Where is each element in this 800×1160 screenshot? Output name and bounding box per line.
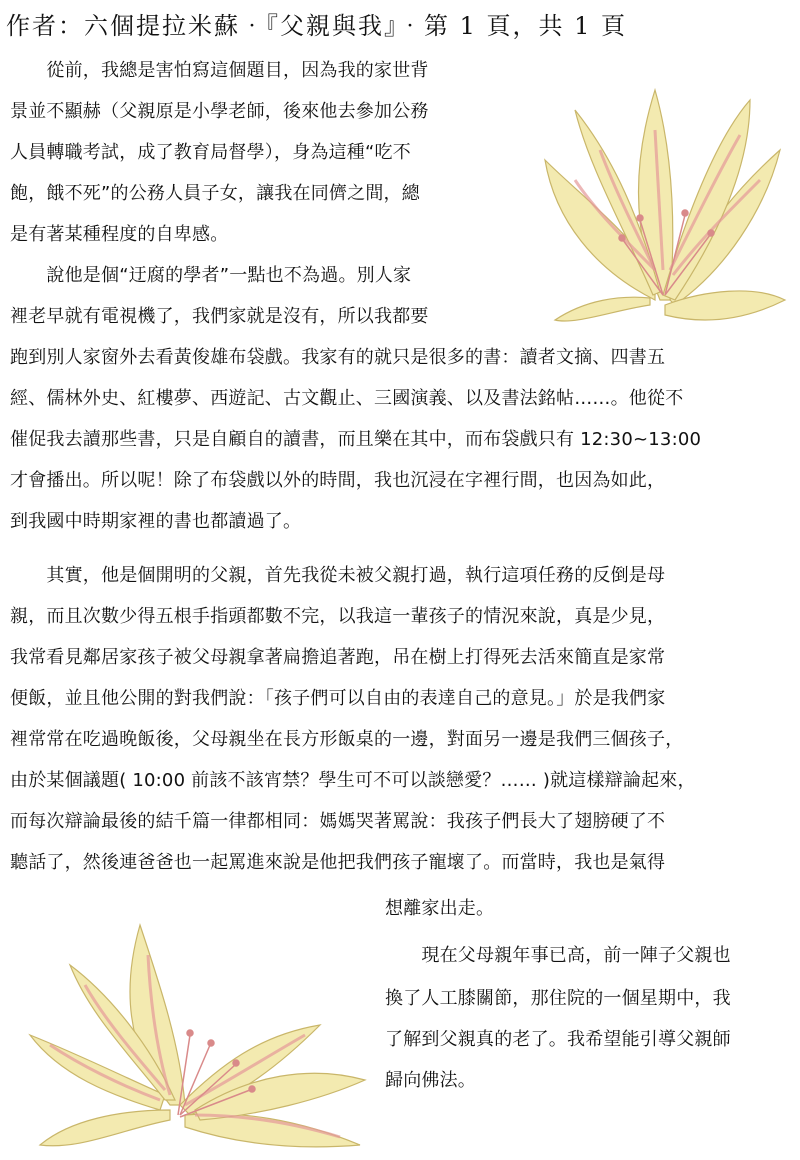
body-line: 是有著某種程度的自卑感。 [10, 224, 229, 245]
lily-illustration-top [535, 70, 790, 335]
body-line: 聽話了，然後連爸爸也一起罵進來說是他把我們孩子寵壞了。而當時，我也是氣得 [10, 852, 666, 873]
body-line: 而每次辯論最後的結千篇一律都相同：媽媽哭著罵說：我孩子們長大了翅膀硬了不 [10, 811, 666, 832]
body-line: 換了人工膝關節，那住院的一個星期中，我 [385, 988, 731, 1009]
body-line: 現在父母親年事已高，前一陣子父親也 [385, 945, 731, 966]
body-line: 便飯，並且他公開的對我們說：「孩子們可以自由的表達自己的意見。」於是我們家 [10, 688, 666, 709]
body-line: 催促我去讀那些書，只是自顧自的讀書，而且樂在其中，而布袋戲只有 12:30~13:00 [10, 429, 702, 450]
body-line: 說他是個“迂腐的學者”一點也不為過。別人家 [10, 265, 412, 286]
body-line: 景並不顯赫（父親原是小學老師，後來他去參加公務 [10, 101, 429, 122]
body-line: 才會播出。所以呢！除了布袋戲以外的時間，我也沉浸在字裡行間，也因為如此， [10, 470, 666, 491]
body-line: 飽，餓不死”的公務人員子女，讓我在同儕之間，總 [10, 183, 420, 204]
body-line: 跑到別人家窗外去看黃俊雄布袋戲。我家有的就只是很多的書：讀者文摘、四書五 [10, 347, 666, 368]
body-line: 歸向佛法。 [385, 1070, 476, 1091]
lily-illustration-bottom [20, 905, 375, 1155]
body-line: 經、儒林外史、紅樓夢、西遊記、古文觀止、三國演義、以及書法銘帖……。他從不 [10, 388, 684, 409]
body-line: 我常看見鄰居家孩子被父母親拿著扁擔追著跑，吊在樹上打得死去活來簡直是家常 [10, 647, 666, 668]
body-line: 其實，他是個開明的父親，首先我從未被父親打過，執行這項任務的反倒是母 [10, 565, 666, 586]
body-line: 了解到父親真的老了。我希望能引導父親師 [385, 1029, 731, 1050]
body-line: 親，而且次數少得五根手指頭都數不完，以我這一輩孩子的情況來說，真是少見， [10, 606, 666, 627]
body-line: 想離家出走。 [385, 898, 495, 919]
body-line: 裡常常在吃過晚飯後，父母親坐在長方形飯桌的一邊，對面另一邊是我們三個孩子， [10, 729, 684, 750]
lily-petals [545, 90, 785, 321]
body-line: 裡老早就有電視機了，我們家就是沒有，所以我都要 [10, 306, 429, 327]
body-line: 人員轉職考試，成了教育局督學），身為這種“吃不 [10, 142, 411, 163]
body-line: 從前，我總是害怕寫這個題目，因為我的家世背 [10, 60, 429, 81]
body-line: 到我國中時期家裡的書也都讀過了。 [10, 511, 302, 532]
body-line: 由於某個議題( 10:00 前該不該宵禁？學生可不可以談戀愛？…… )就這樣辯論起來， [10, 770, 696, 791]
page-header: 作者：六個提拉米蘇‧『父親與我』‧第 1 頁，共 1 頁 [6, 12, 628, 40]
